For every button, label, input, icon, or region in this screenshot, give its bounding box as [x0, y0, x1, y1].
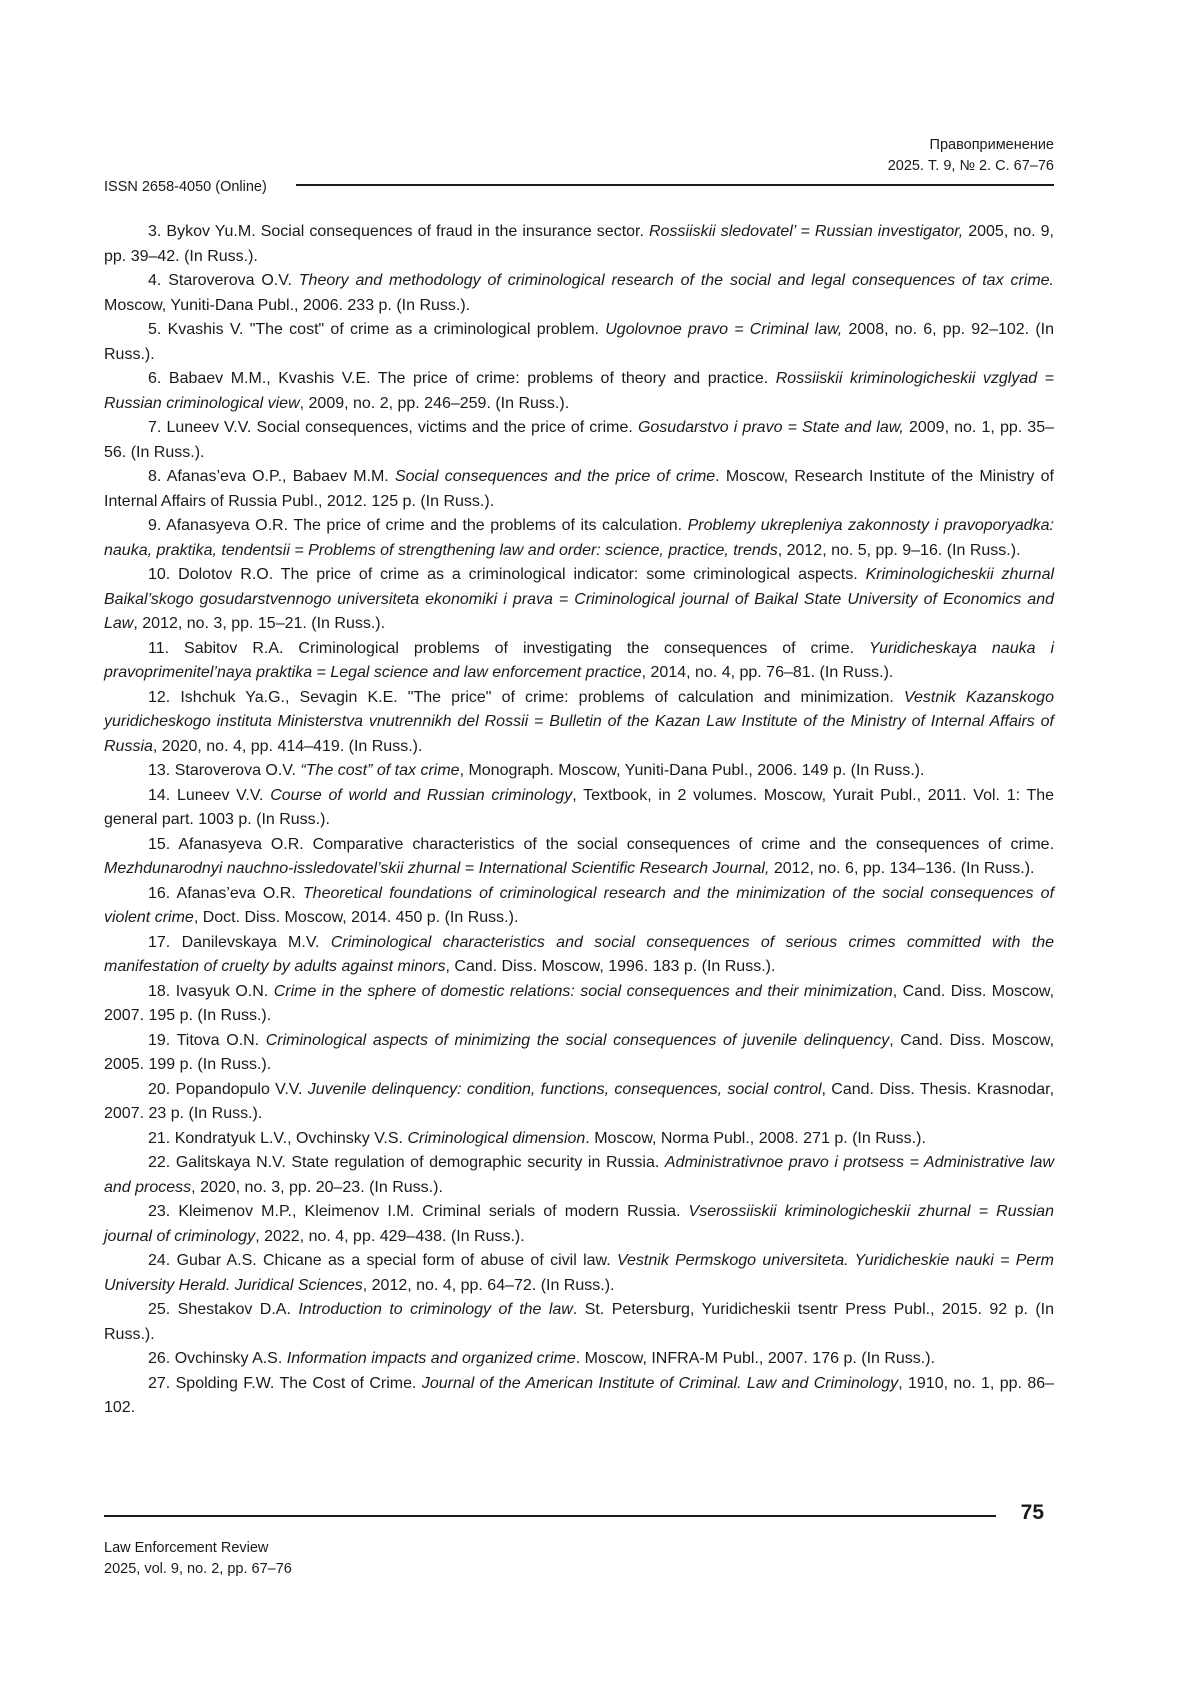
reference-author-title: Babaev M.M., Kvashis V.E. The price of crime: problems of theory and practice.	[169, 370, 768, 387]
reference-number: 23.	[148, 1203, 170, 1220]
reference-item	[104, 318, 1054, 367]
reference-author-title: Popandopulo V.V.	[176, 1081, 303, 1098]
reference-item	[104, 1127, 1054, 1152]
running-header-ru	[888, 135, 1054, 177]
reference-number: 15.	[148, 836, 170, 853]
reference-source: Juvenile delinquency: condition, functions, consequences, social control	[308, 1081, 822, 1098]
reference-details: , 2020, no. 3, pp. 20–23. (In Russ.).	[191, 1179, 443, 1196]
reference-number: 24.	[148, 1252, 170, 1269]
reference-source: Problemy ukrepleniya zakonnosty i pravoporyadka: nauka, praktika, tendentsii = Problems of strengthening law and order: science, practice, trends	[104, 517, 1054, 559]
reference-source: Vestnik Permskogo universiteta. Yuridicheskie nauki = Perm University Herald. Juridical Sciences	[104, 1252, 1054, 1294]
footer-divider	[104, 1515, 996, 1517]
reference-author-title: Dolotov R.O. The price of crime as a criminological indicator: some criminological aspects.	[178, 566, 858, 583]
reference-source: Course of world and Russian criminology	[270, 787, 572, 804]
reference-number: 19.	[148, 1032, 170, 1049]
reference-source: Vserossiiskii kriminologicheskii zhurnal = Russian journal of criminology	[104, 1203, 1054, 1245]
reference-number: 26.	[148, 1350, 170, 1367]
reference-details: , 2012, no. 4, pp. 64–72. (In Russ.).	[363, 1277, 615, 1294]
reference-author-title: Galitskaya N.V. State regulation of demographic security in Russia.	[176, 1154, 659, 1171]
reference-source: Criminological dimension	[407, 1130, 585, 1147]
reference-source: Crime in the sphere of domestic relations: social consequences and their minimization	[274, 983, 893, 1000]
reference-details: , 2014, no. 4, pp. 76–81. (In Russ.).	[642, 664, 894, 681]
reference-item	[104, 931, 1054, 980]
page-number: 75	[1021, 1500, 1044, 1526]
reference-details: , 2012, no. 3, pp. 15–21. (In Russ.).	[133, 615, 385, 632]
reference-source: Ugolovnoe pravo = Criminal law,	[605, 321, 842, 338]
reference-number: 20.	[148, 1081, 170, 1098]
reference-number: 8.	[148, 468, 161, 485]
reference-source: “The cost” of tax crime	[300, 762, 459, 779]
reference-item	[104, 1298, 1054, 1347]
reference-item	[104, 1078, 1054, 1127]
reference-number: 18.	[148, 983, 170, 1000]
reference-details: Moscow, Yuniti-Dana Publ., 2006. 233 p. (In Russ.).	[104, 297, 470, 314]
reference-author-title: Staroverova O.V.	[175, 762, 296, 779]
reference-source: Introduction to criminology of the law	[298, 1301, 573, 1318]
reference-details: 2008, no. 6, pp. 92–102. (In Russ.).	[104, 321, 1054, 363]
reference-author-title: Luneev V.V.	[177, 787, 264, 804]
reference-source: Criminological aspects of minimizing the social consequences of juvenile delinquency	[266, 1032, 889, 1049]
reference-author-title: Spolding F.W. The Cost of Crime.	[176, 1375, 417, 1392]
reference-details: , Doct. Diss. Moscow, 2014. 450 p. (In Russ.).	[194, 909, 519, 926]
reference-list	[104, 220, 1054, 1421]
reference-item	[104, 833, 1054, 882]
reference-item	[104, 514, 1054, 563]
reference-item	[104, 1151, 1054, 1200]
reference-author-title: Staroverova O.V.	[168, 272, 292, 289]
reference-author-title: Danilevskaya M.V.	[182, 934, 320, 951]
reference-number: 25.	[148, 1301, 170, 1318]
reference-number: 12.	[148, 689, 170, 706]
reference-details: . Moscow, Norma Publ., 2008. 271 p. (In Russ.).	[585, 1130, 926, 1147]
reference-source: Rossiiskii kriminologicheskii vzglyad = Russian criminological view	[104, 370, 1054, 412]
reference-author-title: Luneev V.V. Social consequences, victims and the price of crime.	[166, 419, 632, 436]
reference-details: . Moscow, INFRA-M Publ., 2007. 176 p. (In Russ.).	[576, 1350, 935, 1367]
reference-details: , Cand. Diss. Thesis. Krasnodar, 2007. 23 p. (In Russ.).	[104, 1081, 1054, 1123]
reference-number: 17.	[148, 934, 170, 951]
reference-source: Vestnik Kazanskogo yuridicheskogo instituta Ministerstva vnutrennikh del Rossii = Bulletin of the Kazan Law Institute of the Ministry of Internal Affairs of Russia	[104, 689, 1054, 755]
reference-details: . St. Petersburg, Yuridicheskii tsentr Press Publ., 2015. 92 p. (In Russ.).	[104, 1301, 1054, 1343]
reference-item	[104, 465, 1054, 514]
reference-item	[104, 1347, 1054, 1372]
reference-item	[104, 1372, 1054, 1421]
reference-item	[104, 220, 1054, 269]
issn: ISSN 2658-4050 (Online)	[104, 178, 267, 196]
reference-details: , 2012, no. 5, pp. 9–16. (In Russ.).	[778, 542, 1021, 559]
reference-author-title: Afanasyeva O.R. The price of crime and the problems of its calculation.	[166, 517, 682, 534]
reference-author-title: Kvashis V. "The cost" of crime as a criminological problem.	[168, 321, 599, 338]
reference-item	[104, 686, 1054, 760]
reference-author-title: Ivasyuk O.N.	[176, 983, 269, 1000]
reference-source: Social consequences and the price of crime	[395, 468, 715, 485]
reference-author-title: Sabitov R.A. Criminological problems of investigating the consequences of crime.	[184, 640, 854, 657]
reference-number: 5.	[148, 321, 161, 338]
reference-number: 9.	[148, 517, 161, 534]
reference-item	[104, 563, 1054, 637]
reference-item	[104, 269, 1054, 318]
header-divider	[296, 184, 1054, 186]
reference-number: 10.	[148, 566, 170, 583]
reference-item	[104, 1029, 1054, 1078]
reference-source: Kriminologicheskii zhurnal Baikal’skogo gosudarstvennogo universiteta ekonomiki i prava = Criminological journal of Baikal State University of Economics and Law	[104, 566, 1054, 632]
reference-number: 21.	[148, 1130, 170, 1147]
reference-details: , 2009, no. 2, pp. 246–259. (In Russ.).	[300, 395, 570, 412]
reference-author-title: Afanas’eva O.P., Babaev M.M.	[167, 468, 389, 485]
reference-source: Theoretical foundations of criminological research and the minimization of the social consequences of violent crime	[104, 885, 1054, 927]
reference-item	[104, 1200, 1054, 1249]
reference-item	[104, 637, 1054, 686]
reference-source: Theory and methodology of criminological research of the social and legal consequences of tax crime.	[299, 272, 1054, 289]
reference-source: Information impacts and organized crime	[287, 1350, 576, 1367]
reference-details: , Cand. Diss. Moscow, 2005. 199 p. (In Russ.).	[104, 1032, 1054, 1074]
issue-info-ru: 2025. Т. 9, № 2. С. 67–76	[888, 156, 1054, 177]
reference-details: 2005, no. 9, pp. 39–42. (In Russ.).	[104, 223, 1054, 265]
reference-details: 2012, no. 6, pp. 134–136. (In Russ.).	[774, 860, 1035, 877]
reference-details: , Cand. Diss. Moscow, 1996. 183 p. (In Russ.).	[446, 958, 776, 975]
reference-author-title: Kondratyuk L.V., Ovchinsky V.S.	[175, 1130, 403, 1147]
reference-source: Mezhdunarodnyi nauchno-issledovatel’skii zhurnal = International Scientific Research Journal,	[104, 860, 769, 877]
reference-details: , Textbook, in 2 volumes. Moscow, Yurait Publ., 2011. Vol. 1: The general part. 1003 p. (In Russ.).	[104, 787, 1054, 829]
reference-details: , 2022, no. 4, pp. 429–438. (In Russ.).	[255, 1228, 525, 1245]
reference-item	[104, 1249, 1054, 1298]
reference-item	[104, 759, 1054, 784]
reference-author-title: Bykov Yu.M. Social consequences of fraud in the insurance sector.	[166, 223, 644, 240]
reference-author-title: Ovchinsky A.S.	[175, 1350, 283, 1367]
reference-number: 27.	[148, 1375, 170, 1392]
reference-author-title: Gubar A.S. Chicane as a special form of abuse of civil law.	[177, 1252, 611, 1269]
reference-author-title: Titova O.N.	[177, 1032, 260, 1049]
reference-item	[104, 980, 1054, 1029]
journal-title-ru: Правоприменение	[888, 135, 1054, 156]
reference-number: 11.	[148, 640, 169, 657]
reference-number: 22.	[148, 1154, 170, 1171]
reference-author-title: Afanas’eva O.R.	[177, 885, 296, 902]
reference-source: Journal of the American Institute of Criminal. Law and Criminology	[422, 1375, 898, 1392]
reference-item	[104, 784, 1054, 833]
reference-source: Yuridicheskaya nauka i pravoprimenitel’naya praktika = Legal science and law enforcement practice	[104, 640, 1054, 682]
reference-author-title: Afanasyeva O.R. Comparative characteristics of the social consequences of crime and the consequences of crime.	[178, 836, 1054, 853]
reference-item	[104, 367, 1054, 416]
reference-author-title: Kleimenov M.P., Kleimenov I.M. Criminal serials of modern Russia.	[178, 1203, 680, 1220]
reference-item	[104, 416, 1054, 465]
reference-details: , 2020, no. 4, pp. 414–419. (In Russ.).	[153, 738, 423, 755]
reference-details: , 1910, no. 1, pp. 86–102.	[104, 1375, 1054, 1417]
reference-details: 2009, no. 1, pp. 35–56. (In Russ.).	[104, 419, 1054, 461]
reference-author-title: Shestakov D.A.	[178, 1301, 291, 1318]
reference-number: 6.	[148, 370, 161, 387]
running-footer-en	[104, 1538, 292, 1580]
issue-info-en: 2025, vol. 9, no. 2, pp. 67–76	[104, 1559, 292, 1580]
reference-source: Administrativnoe pravo i protsess = Administrative law and process	[104, 1154, 1054, 1196]
reference-number: 14.	[148, 787, 170, 804]
journal-title-en: Law Enforcement Review	[104, 1538, 292, 1559]
reference-source: Criminological characteristics and social consequences of serious crimes committed with the manifestation of cruelty by adults against minors	[104, 934, 1054, 976]
reference-author-title: Ishchuk Ya.G., Sevagin K.E. "The price" of crime: problems of calculation and minimization.	[180, 689, 894, 706]
reference-number: 4.	[148, 272, 161, 289]
reference-source: Rossiiskii sledovatel’ = Russian investigator,	[649, 223, 963, 240]
reference-number: 7.	[148, 419, 161, 436]
reference-details: , Cand. Diss. Moscow, 2007. 195 p. (In Russ.).	[104, 983, 1054, 1025]
reference-number: 16.	[148, 885, 170, 902]
reference-number: 13.	[148, 762, 170, 779]
reference-details: . Moscow, Research Institute of the Ministry of Internal Affairs of Russia Publ., 2012. 125 p. (In Russ.).	[104, 468, 1054, 510]
reference-number: 3.	[148, 223, 161, 240]
reference-source: Gosudarstvo i pravo = State and law,	[638, 419, 904, 436]
reference-details: , Monograph. Moscow, Yuniti-Dana Publ., 2006. 149 p. (In Russ.).	[460, 762, 925, 779]
reference-item	[104, 882, 1054, 931]
